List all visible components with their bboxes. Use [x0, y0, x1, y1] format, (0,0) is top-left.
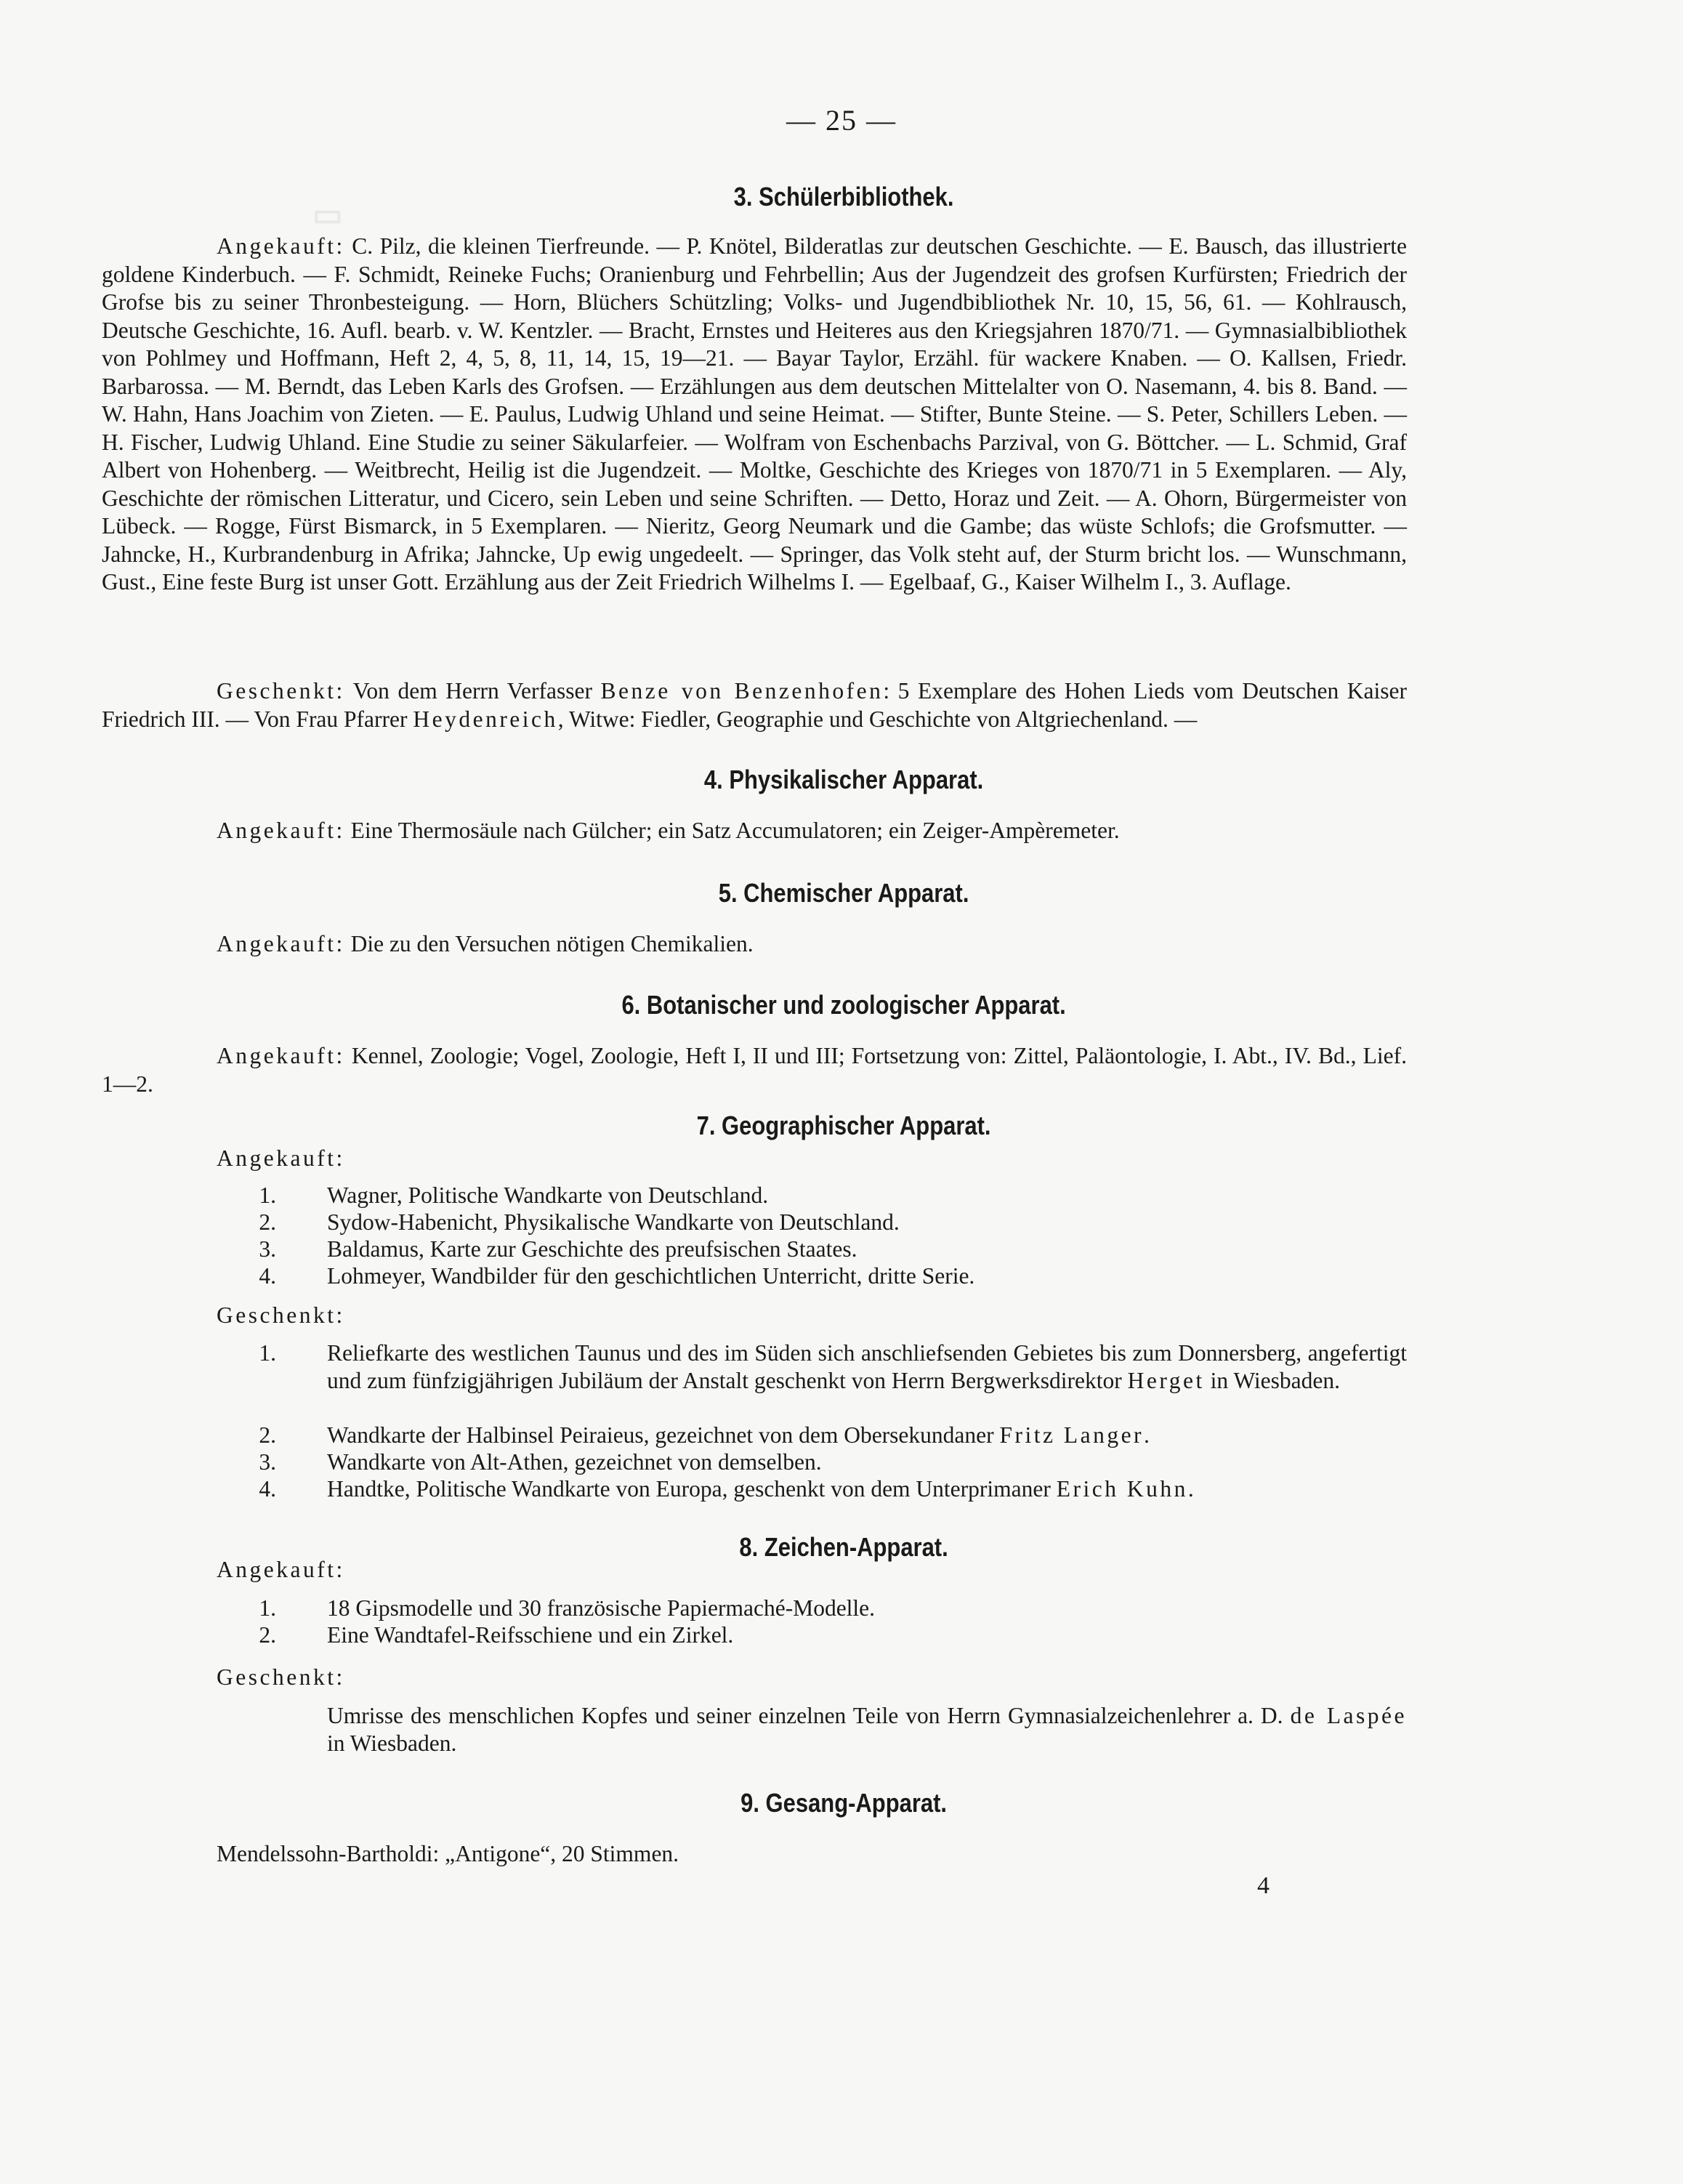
section-8-angekauft-label: Angekauft: — [217, 1557, 345, 1582]
section-6-title: 6. Botanischer und zoologischer Apparat. — [621, 990, 1066, 1020]
section-3-geschenkt — [102, 677, 1407, 733]
geschenkt-text-a: Umrisse des menschlichen Kopfes und seiner einzelnen Teile von Herrn Gymnasialzeichenlehrer a. D. — [327, 1703, 1283, 1728]
person-name: de Laspée — [1290, 1703, 1408, 1728]
item-text-end: . — [1144, 1422, 1150, 1448]
geschenkt-text-a: Von dem Herrn Verfasser — [352, 678, 592, 704]
angekauft-text: Kennel, Zoologie; Vogel, Zoologie, Heft I, II und III; Fortsetzung von: Zittel, Paläontologie, I. Abt., IV. Bd., Lief. 1—2. — [102, 1043, 1407, 1097]
geschenkt-text-b: in Wiesbaden. — [327, 1730, 457, 1756]
item-number: 4. — [259, 1476, 276, 1502]
page-number: — 25 — — [786, 104, 897, 137]
section-3-title: 3. Schülerbibliothek. — [733, 182, 954, 211]
item-text: 18 Gipsmodelle und 30 französische Papiermaché-Modelle. — [327, 1595, 876, 1621]
item-number: 1. — [259, 1595, 276, 1621]
item-text: Wagner, Politische Wandkarte von Deutschland. — [327, 1182, 769, 1208]
angekauft-text: Die zu den Versuchen nötigen Chemikalien. — [350, 931, 754, 956]
item-number: 4. — [259, 1263, 276, 1289]
item-text: Sydow-Habenicht, Physikalische Wandkarte von Deutschland. — [327, 1209, 900, 1235]
item-text-line — [327, 1475, 1194, 1502]
item-text-end: . — [1187, 1476, 1194, 1502]
person-name: Fritz Langer — [999, 1422, 1145, 1448]
geschenkt-text-c: , Witwe: Fiedler, Geographie und Geschichte von Altgriechenland. — — [557, 706, 1198, 732]
geschenkt-label: Geschenkt: — [217, 678, 345, 704]
section-4-title: 4. Physikalischer Apparat. — [703, 765, 984, 794]
item-text: Lohmeyer, Wandbilder für den geschichtlichen Unterricht, dritte Serie. — [327, 1263, 975, 1289]
item-number: 2. — [259, 1422, 276, 1448]
section-8-geschenkt-label: Geschenkt: — [217, 1664, 345, 1690]
item-text: Reliefkarte des westlichen Taunus und des im Süden sich anschliefsenden Gebietes bis zum Donnersberg, angefertigt und zum fünfzigjährigen Jubiläum der Anstalt geschenkt von Herrn Bergwerksdirektor — [327, 1340, 1407, 1393]
item-text: Eine Wandtafel-Reifsschiene und ein Zirkel. — [327, 1622, 734, 1648]
section-3-angekauft — [102, 233, 1407, 597]
item-text: Baldamus, Karte zur Geschichte des preufsischen Staates. — [327, 1236, 857, 1262]
signature-mark: 4 — [1257, 1872, 1270, 1899]
item-text: Wandkarte der Halbinsel Peiraieus, gezeichnet von dem Obersekundaner — [327, 1422, 994, 1448]
section-6-angekauft — [102, 1042, 1407, 1098]
section-9-title: 9. Gesang-Apparat. — [740, 1788, 948, 1818]
section-7-geschenkt-label: Geschenkt: — [217, 1302, 345, 1328]
section-5-angekauft — [217, 930, 1408, 959]
item-number: 3. — [259, 1449, 276, 1475]
item-number: 2. — [259, 1209, 276, 1235]
donor-name: Benze von Benzenhofen — [600, 678, 884, 704]
item-text-line — [327, 1422, 1150, 1448]
section-8-title: 8. Zeichen-Apparat. — [739, 1532, 948, 1562]
section-7-angekauft-label: Angekauft: — [217, 1145, 345, 1171]
item-number: 2. — [259, 1622, 276, 1648]
geschenkt-text-b: : 5 Exemplare des Hohen Lieds vom Deutschen Kaiser Friedrich III. — Von Frau Pfarrer — [102, 678, 1408, 732]
item-number: 1. — [259, 1182, 276, 1208]
section-9-text: Mendelssohn-Bartholdi: „Antigone“, 20 Stimmen. — [217, 1841, 679, 1866]
angekauft-label: Angekauft: — [217, 818, 345, 843]
item-number: 3. — [259, 1236, 276, 1262]
angekauft-label: Angekauft: — [217, 233, 345, 259]
section-5-title: 5. Chemischer Apparat. — [718, 878, 969, 908]
item-text-block — [327, 1339, 1407, 1395]
angekauft-label: Angekauft: — [217, 931, 345, 956]
section-4-angekauft — [217, 817, 1408, 845]
item-text-end: in Wiesbaden. — [1210, 1368, 1341, 1393]
donor-name-2: Heydenreich — [413, 706, 558, 732]
person-name: Erich Kuhn — [1056, 1476, 1188, 1502]
item-text: Handtke, Politische Wandkarte von Europa, geschenkt von dem Unterprimaner — [327, 1476, 1051, 1502]
angekauft-text: C. Pilz, die kleinen Tierfreunde. — P. Knötel, Bilderatlas zur deutschen Geschichte. — E. Bausch, das illustrierte goldene Kinderbuch. — F. Schmidt, Reineke Fuchs; Oranienburg und Fehrbellin; Aus der Jugendzeit des grofsen Kurfürsten; Friedrich der Grofse bis zu seiner Thronbesteigung. — Horn, Blüchers Schützling; Volks- und Jugendbibliothek Nr. 10, 15, 56, 61. — Kohlrausch, Deutsche Geschichte, 16. Aufl. bearb. v. W. Kentzler. — Bracht, Ernstes und Heiteres aus den Kriegsjahren 1870/71. — Gymnasialbibliothek von Pohlmey und Hoffmann, Heft 2, 4, 5, 8, 11, 14, 15, 19—21. — Bayar Taylor, Erzähl. für wackere Knaben. — O. Kallsen, Friedr. Barbarossa. — M. Berndt, das Leben Karls des Grofsen. — Erzählungen aus dem deutschen Mittelalter von O. Nasemann, 4. bis 8. Band. — W. Hahn, Hans Joachim von Zieten. — E. Paulus, Ludwig Uhland und seine Heimat. — Stifter, Bunte Steine. — S. Peter, Schillers Leben. — H. Fischer, Ludwig Uhland. Eine Studie zu seiner Säkularfeier. — Wolfram von Eschenbachs Parzival, von G. Böttcher. — L. Schmid, Graf Albert von Hohenberg. — Weitbrecht, Heilig ist die Jugendzeit. — Moltke, Geschichte des Krieges von 1870/71 in 5 Exemplaren. — Aly, Geschichte der römischen Litteratur, und Cicero, sein Leben und seine Schriften. — Detto, Horaz und Zeit. — A. Ohorn, Bürgermeister von Lübeck. — Rogge, Fürst Bismarck, in 5 Exemplaren. — Nieritz, Georg Neumark und die Gambe; das wüste Schlofs; die Grofsmutter. — Jahncke, H., Kurbrandenburg in Afrika; Jahncke, Up ewig ungedeelt. — Springer, das Volk steht auf, der Sturm bricht los. — Wunschmann, Gust., Eine feste Burg ist unser Gott. Erzählung aus der Zeit Friedrich Wilhelms I. — Egelbaaf, G., Kaiser Wilhelm I., 3. Auflage. — [102, 233, 1408, 595]
angekauft-text: Eine Thermosäule nach Gülcher; ein Satz Accumulatoren; ein Zeiger-Ampèremeter. — [350, 818, 1120, 843]
item-text: Wandkarte von Alt-Athen, gezeichnet von demselben. — [327, 1449, 822, 1475]
section-7-title: 7. Geographischer Apparat. — [696, 1111, 991, 1140]
bleed-through-decoration: ▭ — [312, 197, 343, 233]
section-8-geschenkt-text — [327, 1702, 1407, 1757]
person-name: Herget — [1127, 1368, 1205, 1393]
item-number: 1. — [259, 1340, 276, 1366]
angekauft-label: Angekauft: — [217, 1043, 345, 1068]
